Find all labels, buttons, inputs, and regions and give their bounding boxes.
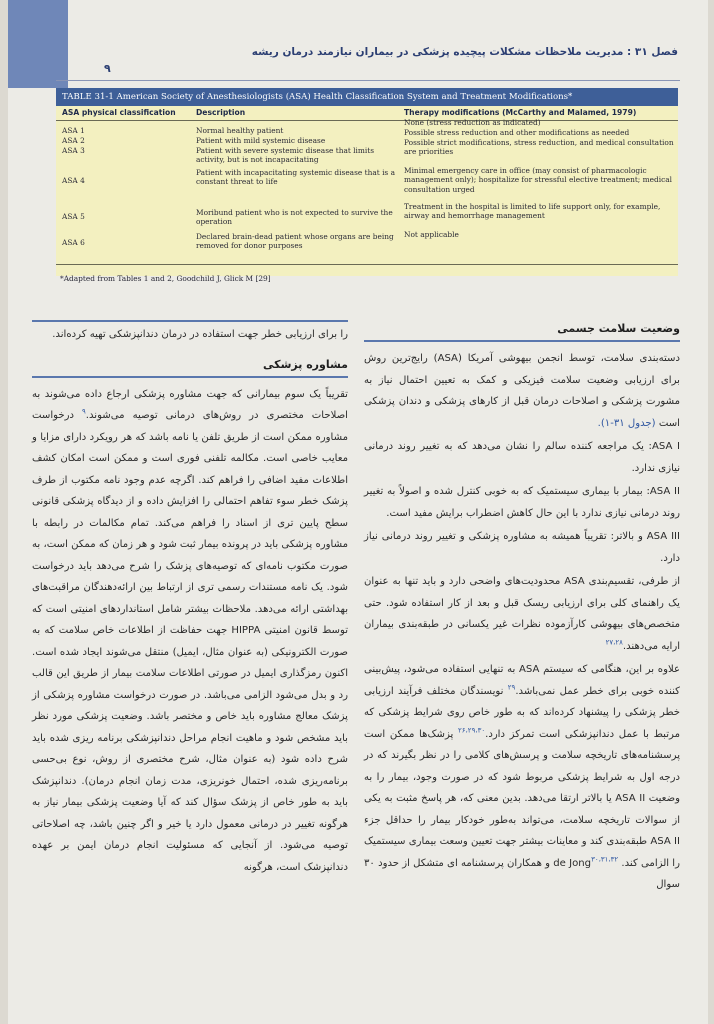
table-cell: Patient with severe systemic disease that limits activity, but is not incapacitating [196, 146, 375, 165]
continuation-text: را برای ارزیابی خطر جهت استفاده در درمان دندانپزشکی تهیه کرده‌اند. [32, 320, 348, 346]
left-column [32, 320, 348, 880]
page-number: ۹ [104, 62, 111, 75]
table-cell: ASA 4 [62, 176, 85, 185]
table-cell: Treatment in the hospital is limited to life support only, for example, airway and hemorrhage management [404, 202, 661, 221]
book-page [8, 0, 708, 1024]
paragraph: علاوه بر این، هنگامی که سیستم ASA به تنهایی استفاده می‌شود، پیش‌بینی کننده خوبی برای خطر عمل نمی‌باشد.$^{۲۹}$ نویسندگان مختلف فرآیند ارزیابی خطر پزشکی را پیشنهاد کرده‌اند که به طور خاص روی شرایط پزشکی که مرتبط با عمل دندانپزشکی است تمرکز دارد.$^{۲۶،۲۹،۳۰}$ پزشک‌ها ممکن است پرسشنامه‌های تاریخچه سلامت و پرسش‌های کلامی را در نظر بگیرند که در درجه اول به شرایط پزشکی مربوط شود که در صورت وجود، بیمار را به وضعیت ASA II یا بالاتر ارتقا می‌دهد. بدین معنی که، هر پاسخ مثبت به یکی از سوالات تاریخچه سلامت، می‌تواند به‌طور خودکار بیمار را حداقل جزء ASA II طبقه‌بندی کند و معاینات بیشتر جهت تعیین وسعت بیماری سیستمیک را الزامی کند. de Jong$^{۳۰،۳۱،۳۲}$ و همکاران پرسشنامه ای متشکل از حدود ۳۰ سوال [364, 664, 680, 890]
table-reference-link[interactable]: (جدول ۳۱-۱). [597, 417, 656, 429]
table-cell: ASA 1 [62, 126, 85, 135]
section-title-physical-status: وضعیت سلامت جسمی [364, 320, 680, 342]
asa-table [56, 88, 678, 276]
table-cell: Not applicable [404, 230, 459, 239]
paragraph: ASA I: یک مراجعه کننده سالم را نشان می‌دهد که به تغییر روند درمانی نیازی ندارد. [364, 441, 680, 474]
chapter-color-tab [8, 0, 68, 88]
right-column [364, 320, 680, 898]
table-cell: Normal healthy patient [196, 126, 284, 135]
paragraph: ASA II: بیمار با بیماری سیستمیک که به خوبی کنترل شده و اصولاً به تغییر روند درمانی نیازی ندارد با این حال کاهش اضطراب برایش مفید است. [364, 486, 680, 519]
running-head: فصل ۳۱ : مدیریت ملاحظات مشکلات پیچیده پزشکی در بیماران نیازمند درمان ریشه [251, 46, 678, 58]
table-cell: ASA 5 [62, 212, 85, 221]
paragraph: از طرفی، تقسیم‌بندی ASA محدودیت‌های واضحی دارد و باید تنها به عنوان یک راهنمای کلی برای ارزیابی ریسک قبل و بعد از کار استفاده شود. حتی متخصص‌های بیهوشی کارآزموده نظرات غیر یکسانی در طبقه‌بندی بیماران ارایه می‌دهند.$^{۲۷،۲۸}$ [364, 576, 681, 652]
table-cell: Declared brain-dead patient whose organs are being removed for donor purposes [196, 232, 394, 251]
table-cell: Possible strict modifications, stress reduction, and medical consultation are priorities [404, 138, 674, 157]
table-cell: Minimal emergency care in office (may consist of pharmacologic management only); hospitalize for stressful elective treatment; medical consultation urged [404, 166, 673, 194]
table-cell: Possible stress reduction and other modifications as needed [404, 128, 630, 137]
paragraph: تقریباً یک سوم بیمارانی که جهت مشاوره پزشکی ارجاع داده می‌شوند به اصلاحات مختصری در روش‌های درمانی توصیه می‌شوند.$^۹$ درخواست مشاوره ممکن است از طریق تلفن یا نامه باشد که هر رویکرد دارای مزایا و معایب خاصی است. مکالمه تلفنی فوری است و ممکن است امکان کشف اطلاعات مفید اضافی را فراهم کند. اگرچه عدم وجود نامه مکتوب از طرف پزشک خطر سوء تفاهم احتمالی را افزایش داده و از دیدگاه پزشکی قانونی سطح پایین تری از اسناد را فراهم می‌کند. تمام مکالمات در رابطه با مشاوره پزشکی باید در پرونده بیمار ثبت شود و هر زمان که ممکن است، به صورت مکتوب نامه‌ای که توصیه‌های پزشک را شرح می‌دهد باید درخواست شود. یک نامه مستندات رسمی تری از ارتباط بین ارائه‌دهندگان مراقبت‌های بهداشتی ارائه می‌دهد. ملاحظات بیشتر شامل استانداردهای امنیتی است که توسط قانون امنیتی HIPPA جهت حفاظت از اطلاعات خاص سلامت که به صورت الکترونیکی (به عنوان مثال، ایمیل) منتقل می‌شوند ایجاد شده است. اکنون رمزگذاری ایمیل در صورتی اطلاعات سلامت بیمار از طریق این قالب رد و بدل می‌شود الزامی می‌باشد. در صورت درخواست مشاوره پزشکی از پزشک معالج مشاوره باید خاص و مختصر باشد. وضعیت پزشکی مورد نظر باید مشخص شود و ماهیت انجام مراحل دندانپزشکی برنامه ریزی شده باید شرح داده شود (به عنوان مثال، شرح مختصری از روش، نوع بی‌حسی برنامه‌ریزی شده، احتمال خونریزی، مدت زمان انجام درمان). دندانپزشک باید به طور خاص از پزشک سؤال کند که آیا وضعیت پزشکی بیمار نیاز به هرگونه تغییر در درمانی معمول دارد یا خیر و اگر چنین باشد، چه اصلاحاتی توصیه می‌شود. از آنجایی که مسئولیت انجام درمان ایمن بر عهده دندانپزشک است، هرگونه [32, 388, 349, 873]
table-cell: None (stress reduction as indicated) [404, 118, 541, 127]
col-header-therapy: Therapy modifications (McCarthy and Malamed, 1979) [404, 108, 637, 117]
table-cell: Moribund patient who is not expected to survive the operation [196, 208, 393, 227]
table-footnote: *Adapted from Tables 1 and 2, Goodchild J, Glick M [29] [60, 274, 271, 283]
header-rule [56, 80, 680, 81]
table-footer-rule [56, 264, 678, 265]
table-cell: Patient with mild systemic disease [196, 136, 326, 145]
paragraph: ASA III و بالاتر: تقریباً همیشه به مشاوره پزشکی و تغییر روند درمانی نیاز دارد. [364, 531, 680, 564]
table-cell: ASA 2 [62, 136, 85, 145]
table-cell: Patient with incapacitating systemic disease that is a constant threat to life [196, 168, 395, 187]
table-cell: ASA 6 [62, 238, 85, 247]
table-cell: ASA 3 [62, 146, 85, 155]
paragraph: دسته‌بندی سلامت، توسط انجمن بیهوشی آمریکا (ASA) رایج‌ترین روش برای ارزیابی وضعیت سلامت فیزیکی و کمک به تعیین احتمال نیاز به مشورت پزشکی و اصلاحات درمان قبل از کارهای پزشکی و دندان پزشکی است (جدول ۳۱-۱). [364, 353, 680, 429]
table-title: TABLE 31-1 American Society of Anesthesiologists (ASA) Health Classification System and Treatment Modifications* [56, 88, 678, 106]
section-title-medical-consultation: مشاوره پزشکی [32, 356, 348, 378]
col-header-description: Description [196, 108, 246, 117]
col-header-classification: ASA physical classification [62, 108, 176, 117]
